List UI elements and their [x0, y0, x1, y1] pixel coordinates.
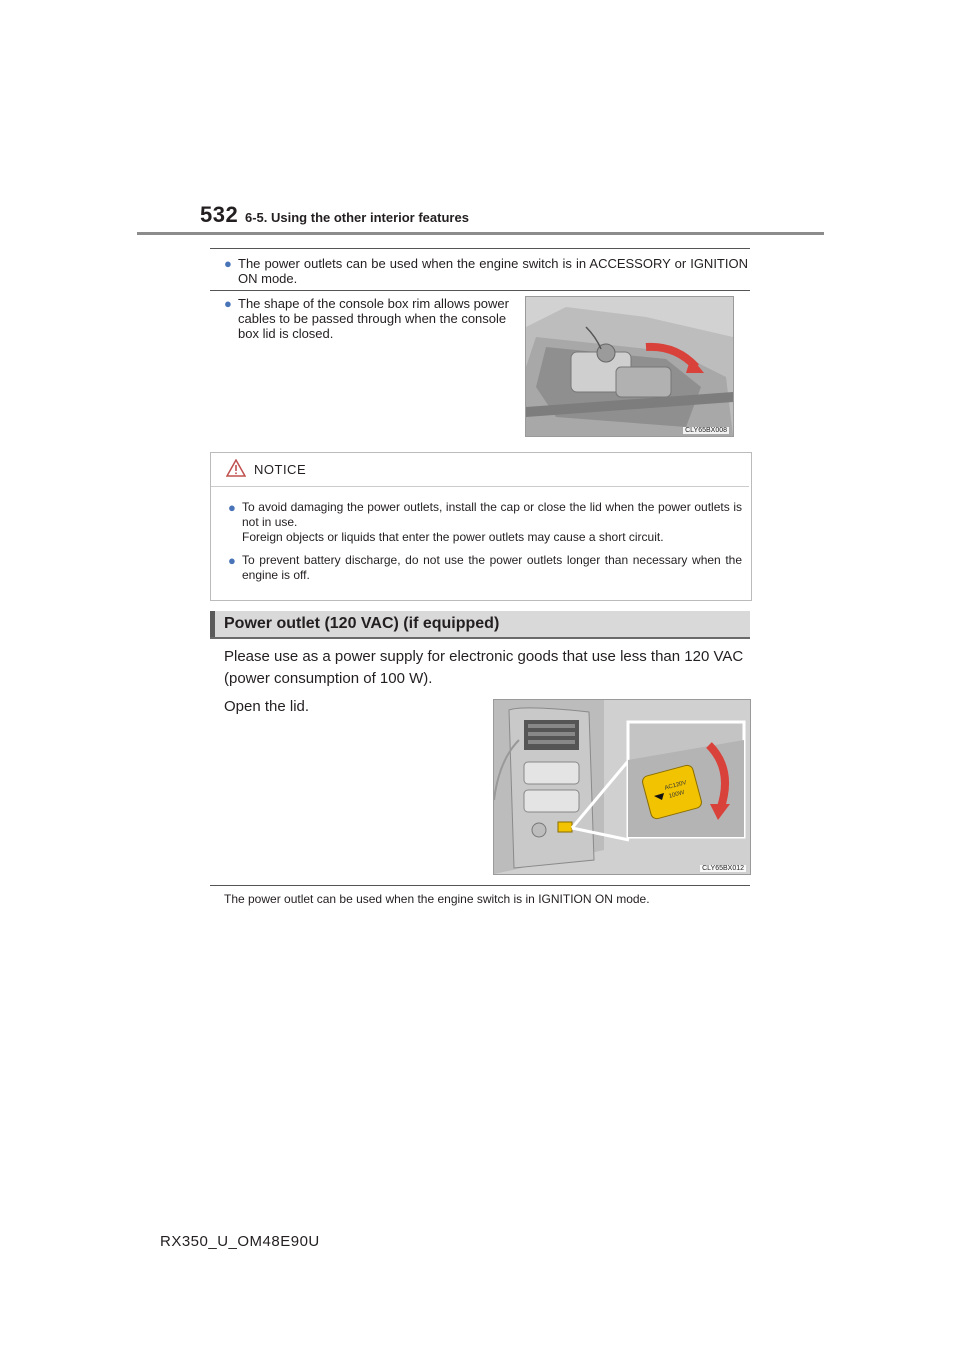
- section-heading-underline: [210, 637, 750, 639]
- page-number: 532: [200, 202, 239, 227]
- header-rule: [137, 232, 824, 235]
- intro-text: Please use as a power supply for electronic goods that use less than 120 VAC (power consumption of 100 W).: [224, 648, 744, 687]
- bullet-dot-icon: ●: [224, 256, 232, 271]
- divider: [210, 290, 750, 291]
- bullet-item: ● The power outlets can be used when the engine switch is in ACCESSORY or IGNITION ON mode.: [224, 256, 748, 286]
- section-heading: Power outlet (120 VAC) (if equipped): [224, 615, 500, 632]
- cap-label-wattage: 100W: [668, 789, 686, 800]
- step-text: Open the lid.: [224, 698, 310, 715]
- section-title: 6-5. Using the other interior features: [245, 210, 469, 225]
- power-outlet-illustration: [494, 700, 750, 874]
- power-outlet-figure: [493, 699, 751, 875]
- figure-code: CLY65BX012: [702, 865, 744, 872]
- notice-item: ● To avoid damaging the power outlets, install the cap or close the lid when the power outlets is not in use. Foreign objects or liquids that enter the power outlets may cause a short circuit.: [228, 500, 742, 544]
- warning-triangle-icon: [226, 459, 246, 477]
- document-code: RX350_U_OM48E90U: [160, 1233, 320, 1250]
- bullet-dot-icon: ●: [228, 553, 236, 568]
- bullet-dot-icon: ●: [224, 296, 232, 311]
- figure-code: CLY65BX008: [685, 427, 727, 434]
- notice-title: NOTICE: [254, 462, 307, 477]
- notice-divider: [211, 486, 749, 487]
- bullet-dot-icon: ●: [228, 500, 236, 515]
- note-divider: [210, 885, 750, 886]
- console-box-illustration: [526, 297, 733, 436]
- bullet-item: ● The shape of the console box rim allows power cables to be passed through when the console box lid is closed.: [224, 296, 509, 341]
- cap-label-voltage: AC120V: [664, 780, 688, 792]
- notice-item: ● To prevent battery discharge, do not use the power outlets longer than necessary when the engine is off.: [228, 553, 742, 582]
- usage-note: The power outlet can be used when the engine switch is in IGNITION ON mode.: [224, 892, 650, 906]
- top-divider: [210, 248, 750, 249]
- console-box-figure: [525, 296, 734, 437]
- section-heading-accent: [210, 611, 215, 638]
